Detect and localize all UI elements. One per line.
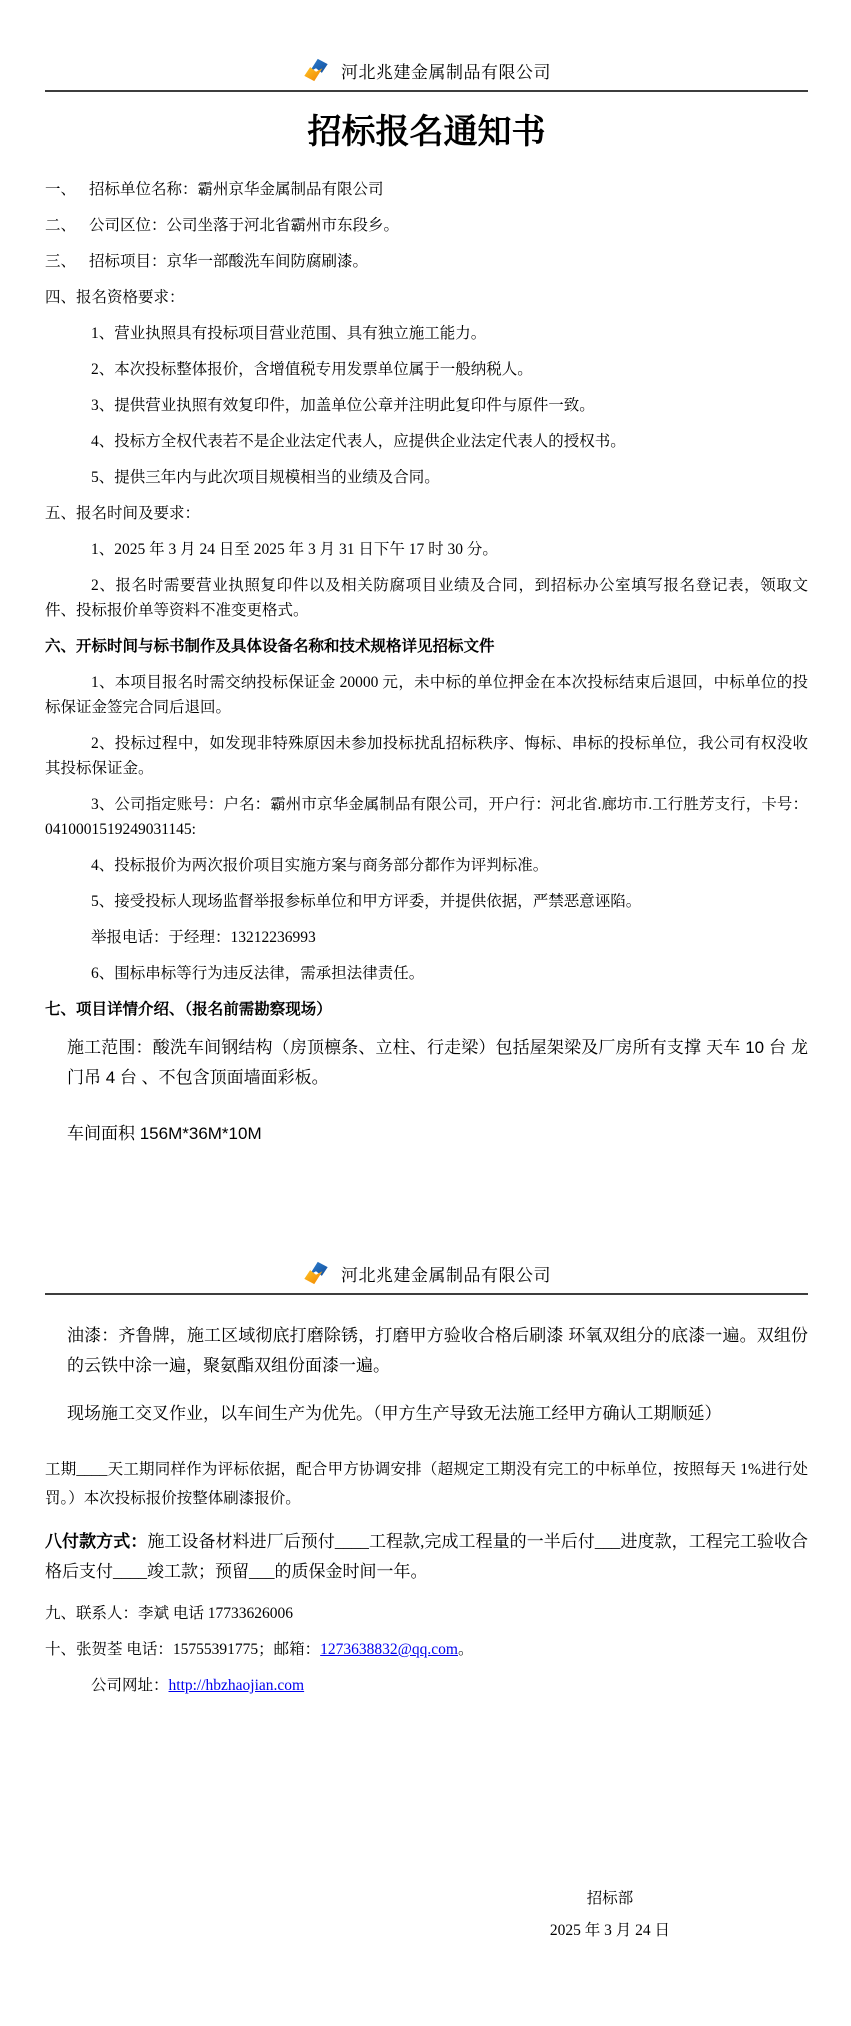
item-4-heading: 四、报名资格要求： [45, 289, 185, 306]
item-3 [45, 249, 808, 274]
bidding-5: 5、接受投标人现场监督举报参标单位和甲方评委，并提供依据，严禁恶意诬陷。 [91, 893, 642, 910]
duration-clause: 工期____天工期同样作为评标依据，配合甲方协调安排（超规定工期没有完工的中标单位，按照每天 1%进行处罚。）本次投标报价按整体刷漆报价。 [45, 1461, 808, 1507]
item-1-number: 一、 [45, 181, 77, 198]
item-9-contact: 九、联系人：李斌 电话 17733626006 [45, 1605, 294, 1622]
website-link[interactable]: http://hbzhaojian.com [168, 1677, 305, 1694]
workshop-area: 车间面积 156M*36M*10M [67, 1124, 262, 1143]
item-1-text: 招标单位名称：霸州京华金属制品有限公司 [89, 181, 384, 198]
bidding-6: 6、围标串标等行为违反法律，需承担法律责任。 [91, 965, 425, 982]
qualification-1: 1、营业执照具有投标项目营业范围、具有独立施工能力。 [91, 325, 487, 342]
website-label: 公司网址： [91, 1677, 169, 1694]
page2-header [45, 1259, 808, 1287]
item-2 [45, 213, 808, 238]
company-logo-icon [302, 56, 330, 84]
item-3-number: 三、 [45, 253, 77, 270]
issuing-department: 招标部 [586, 1890, 634, 1907]
paint-spec: 油漆：齐鲁牌，施工区域彻底打磨除锈，打磨甲方验收合格后刷漆 环氧双组分的底漆一遍。双组份的云铁中涂一遍，聚氨酯双组份面漆一遍。 [67, 1326, 808, 1375]
item-3-text: 招标项目：京华一部酸洗车间防腐刷漆。 [89, 253, 369, 270]
company-name: 河北兆建金属制品有限公司 [341, 1265, 551, 1285]
company-logo-icon [302, 1259, 330, 1287]
construction-scope: 施工范围：酸洗车间钢结构（房顶檩条、立柱、行走梁）包括屋架梁及厂房所有支撑 天车 10 台 龙门吊 4 台 、不包含顶面墙面彩板。 [67, 1038, 808, 1087]
email-link[interactable]: 1273638832@qq.com [320, 1641, 458, 1658]
bidding-4: 4、投标报价为两次报价项目实施方案与商务部分都作为评判标准。 [91, 857, 549, 874]
payment-label: 八付款方式： [45, 1532, 148, 1551]
qualification-5: 5、提供三年内与此次项目规模相当的业绩及合同。 [91, 469, 440, 486]
item-1 [45, 177, 808, 202]
payment-clause [45, 1527, 808, 1587]
payment-text: 施工设备材料进厂后预付____工程款,完成工程量的一半后付___进度款，工程完工验收合格后支付____竣工款；预留___的质保金时间一年。 [45, 1532, 809, 1581]
qualification-2: 2、本次投标整体报价，含增值税专用发票单位属于一般纳税人。 [91, 361, 533, 378]
page1-header [45, 56, 808, 84]
header-divider [45, 1293, 808, 1295]
report-phone: 举报电话：于经理：13212236993 [91, 929, 316, 946]
issue-date: 2025 年 3 月 24 日 [549, 1922, 671, 1939]
item-2-number: 二、 [45, 217, 77, 234]
item-10-contact [45, 1637, 808, 1662]
registration-1: 1、2025 年 3 月 24 日至 2025 年 3 月 31 日下午 17 时 30 分。 [91, 541, 498, 558]
item-10-tail: 。 [457, 1641, 474, 1658]
company-name: 河北兆建金属制品有限公司 [341, 62, 551, 82]
document-title: 招标报名通知书 [307, 114, 546, 151]
qualification-4: 4、投标方全权代表若不是企业法定代表人，应提供企业法定代表人的授权书。 [91, 433, 626, 450]
bidding-3: 3、公司指定账号：户名：霸州市京华金属制品有限公司，开户行：河北省.廊坊市.工行胜芳支行，卡号：0410001519249031145: [45, 796, 808, 838]
bidding-1: 1、本项目报名时需交纳投标保证金 20000 元，未中标的单位押金在本次投标结束后退回，中标单位的投标保证金签完合同后退回。 [45, 674, 808, 716]
item-10-text: 十、张贺荃 电话：15755391775；邮箱： [45, 1641, 321, 1658]
qualification-3: 3、提供营业执照有效复印件，加盖单位公章并注明此复印件与原件一致。 [91, 397, 595, 414]
item-2-text: 公司区位：公司坐落于河北省霸州市东段乡。 [89, 217, 400, 234]
signature-block [460, 1886, 760, 1940]
item-7-heading: 七、项目详情介绍、（报名前需勘察现场） [45, 1001, 332, 1018]
website-line [45, 1673, 808, 1698]
item-5-heading: 五、报名时间及要求： [45, 505, 201, 522]
item-6-heading: 六、开标时间与标书制作及具体设备名称和技术规格详见招标文件 [45, 638, 495, 655]
header-divider [45, 90, 808, 92]
bidding-2: 2、投标过程中，如发现非特殊原因未参加投标扰乱招标秩序、悔标、串标的投标单位，我公司有权没收其投标保证金。 [45, 735, 808, 777]
registration-2: 2、报名时需要营业执照复印件以及相关防腐项目业绩及合同，到招标办公室填写报名登记表，领取文件、投标报价单等资料不准变更格式。 [45, 577, 808, 619]
site-work-rule: 现场施工交叉作业，以车间生产为优先。（甲方生产导致无法施工经甲方确认工期顺延） [67, 1404, 722, 1423]
